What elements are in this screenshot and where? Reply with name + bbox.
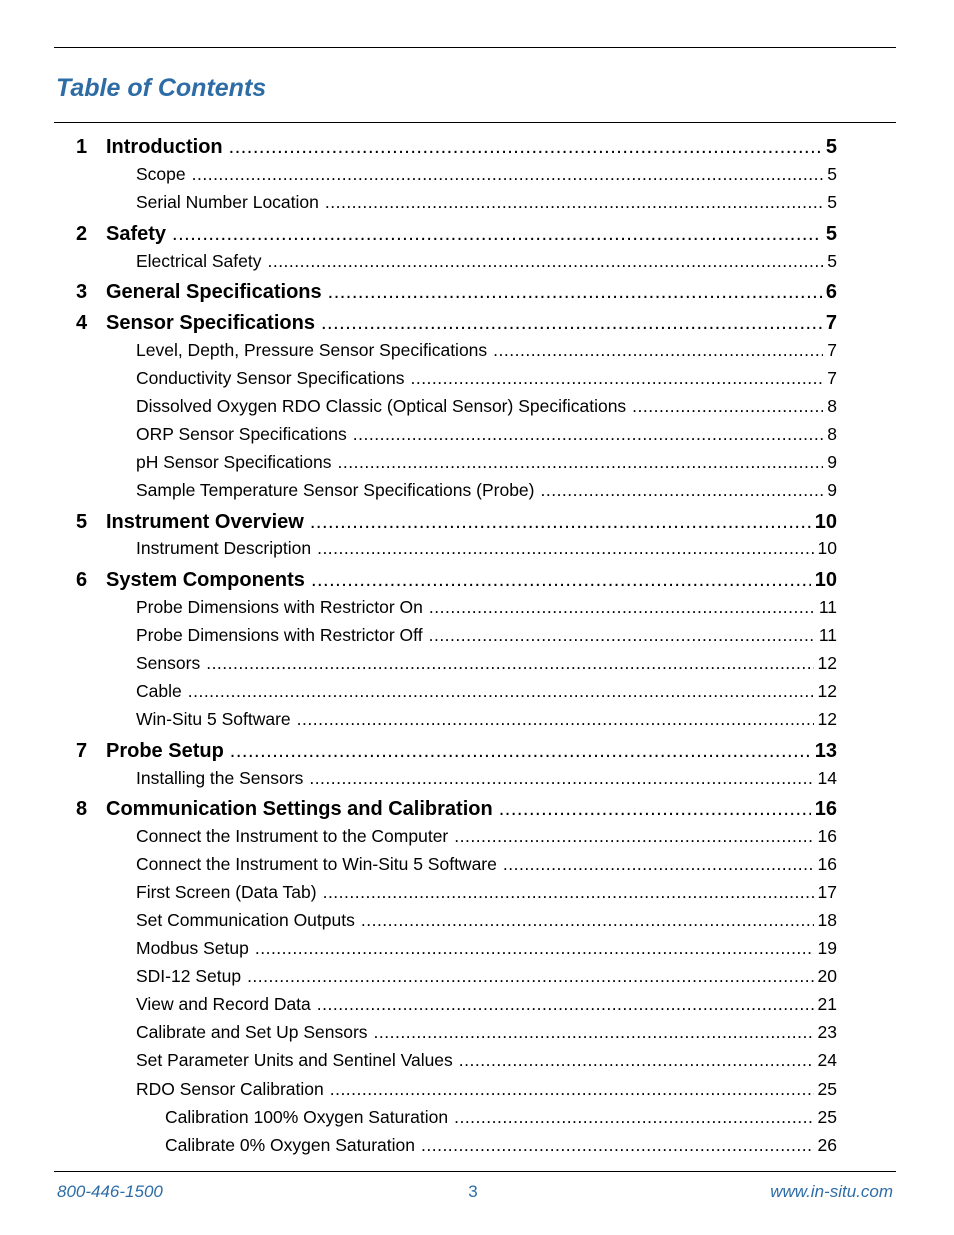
toc-entry-label: Instrument Overview — [106, 511, 304, 533]
toc-chapter-number: 6 — [76, 569, 88, 591]
toc-entry-label: Safety — [106, 223, 167, 245]
toc-page-number: 14 — [817, 768, 837, 788]
toc-entry-label: Connect the Instrument to Win-Situ 5 Software — [136, 854, 497, 874]
toc-dot-leader — [310, 512, 811, 532]
toc-dot-leader — [323, 884, 814, 902]
toc-entry-label: SDI-12 Setup — [136, 966, 242, 986]
toc-dot-leader — [317, 540, 813, 558]
toc-page-number: 9 — [827, 480, 837, 500]
toc-page-number: 12 — [817, 653, 837, 673]
toc-dot-leader — [429, 599, 815, 617]
footer-website[interactable]: www.in-situ.com — [770, 1182, 893, 1201]
toc-chapter[interactable] — [76, 137, 837, 157]
toc-page-number: 8 — [827, 424, 837, 444]
toc-page-number: 11 — [818, 597, 837, 617]
toc-section[interactable] — [136, 426, 837, 444]
footer-phone: 800-446-1500 — [57, 1182, 163, 1201]
toc-chapter[interactable] — [76, 512, 837, 532]
toc-section[interactable] — [136, 482, 837, 500]
toc-entry-label: Dissolved Oxygen RDO Classic (Optical Sensor) Specifications — [136, 396, 627, 416]
toc-dot-leader — [459, 1052, 814, 1070]
toc-section[interactable] — [136, 540, 837, 558]
toc-page-number: 7 — [827, 368, 837, 388]
toc-page-number: 25 — [817, 1079, 837, 1099]
toc-chapter[interactable] — [76, 799, 837, 819]
toc-dot-leader — [493, 342, 823, 360]
toc-entry-label: Communication Settings and Calibration — [106, 798, 493, 820]
toc-page-number: 20 — [817, 966, 837, 986]
toc-entry-label: Probe Setup — [106, 740, 224, 762]
toc-section[interactable] — [136, 912, 837, 930]
footer-page-number: 3 — [468, 1182, 478, 1201]
toc-entry-label: Sample Temperature Sensor Specifications (Probe) — [136, 480, 535, 500]
toc-chapter-number: 4 — [76, 312, 88, 334]
toc-dot-leader — [172, 224, 822, 244]
toc-section[interactable] — [136, 828, 837, 846]
toc-entry-label: RDO Sensor Calibration — [136, 1079, 324, 1099]
toc-chapter-number: 3 — [76, 281, 88, 303]
toc-entry-label: Installing the Sensors — [136, 768, 304, 788]
toc-dot-leader — [255, 940, 814, 958]
toc-entry-label: Set Parameter Units and Sentinel Values — [136, 1050, 453, 1070]
toc-section[interactable] — [136, 398, 837, 416]
toc-page-number: 26 — [817, 1135, 837, 1155]
toc-entry-label: Electrical Safety — [136, 251, 262, 271]
toc-dot-leader — [454, 828, 813, 846]
toc-page-number: 5 — [827, 164, 837, 184]
toc-page-number: 13 — [814, 740, 837, 762]
toc-chapter-number: 5 — [76, 511, 88, 533]
toc-page-number: 12 — [817, 709, 837, 729]
toc-page-number: 5 — [827, 192, 837, 212]
toc-page-number: 18 — [817, 910, 837, 930]
toc-chapter[interactable] — [76, 570, 837, 590]
toc-entry-label: pH Sensor Specifications — [136, 452, 332, 472]
toc-section[interactable] — [136, 627, 837, 645]
toc-section[interactable] — [136, 655, 837, 673]
toc-dot-leader — [374, 1024, 814, 1042]
toc-page-number: 10 — [817, 538, 837, 558]
toc-dot-leader — [317, 996, 814, 1014]
toc-section[interactable] — [136, 166, 837, 184]
toc-dot-leader — [499, 799, 811, 819]
toc-section[interactable] — [136, 1081, 837, 1099]
toc-dot-leader — [632, 398, 823, 416]
page-title: Table of Contents — [56, 74, 267, 102]
toc-dot-leader — [247, 968, 813, 986]
toc-section[interactable] — [136, 253, 837, 271]
toc-page-number: 16 — [817, 826, 837, 846]
toc-chapter-number: 1 — [76, 136, 88, 158]
toc-page-number: 8 — [827, 396, 837, 416]
toc-section[interactable] — [136, 884, 837, 902]
toc-section[interactable] — [136, 1052, 837, 1070]
toc-dot-leader — [503, 856, 814, 874]
toc-dot-leader — [325, 194, 823, 212]
toc-dot-leader — [454, 1109, 813, 1127]
toc-page-number: 16 — [814, 798, 837, 820]
toc-section[interactable] — [136, 770, 837, 788]
toc-entry-label: Scope — [136, 164, 186, 184]
toc-entry-label: Level, Depth, Pressure Sensor Specifications — [136, 340, 488, 360]
toc-dot-leader — [330, 1081, 814, 1099]
toc-section[interactable] — [136, 370, 837, 388]
toc-page-number: 16 — [817, 854, 837, 874]
toc-dot-leader — [267, 253, 823, 271]
toc-entry-label: First Screen (Data Tab) — [136, 882, 317, 902]
toc-entry-label: Win-Situ 5 Software — [136, 709, 291, 729]
toc-page-number: 6 — [825, 281, 837, 303]
toc-page-number: 21 — [817, 994, 837, 1014]
toc-page-number: 24 — [817, 1050, 837, 1070]
toc-page-number: 10 — [814, 569, 837, 591]
toc-entry-label: Conductivity Sensor Specifications — [136, 368, 405, 388]
toc-entry-label: View and Record Data — [136, 994, 311, 1014]
toc-page-number: 17 — [817, 882, 837, 902]
toc-section[interactable] — [136, 194, 837, 212]
toc-page-number: 10 — [814, 511, 837, 533]
toc-page-number: 7 — [827, 340, 837, 360]
toc-page-number: 11 — [818, 625, 837, 645]
toc-entry-label: Connect the Instrument to the Computer — [136, 826, 449, 846]
toc-entry-label: Probe Dimensions with Restrictor Off — [136, 625, 423, 645]
toc-section[interactable] — [165, 1109, 837, 1127]
toc-page-number: 5 — [825, 223, 837, 245]
toc-page-number: 5 — [825, 136, 837, 158]
toc-dot-leader — [361, 912, 814, 930]
toc-chapter-number: 2 — [76, 223, 88, 245]
toc-dot-leader — [328, 282, 822, 302]
toc-dot-leader — [540, 482, 823, 500]
toc-section[interactable] — [136, 996, 837, 1014]
toc-dot-leader — [410, 370, 823, 388]
toc-section[interactable] — [136, 856, 837, 874]
toc-dot-leader — [429, 627, 815, 645]
toc-page-number: 5 — [827, 251, 837, 271]
toc-page-number: 23 — [817, 1022, 837, 1042]
toc-dot-leader — [309, 770, 813, 788]
toc-dot-leader — [421, 1137, 814, 1155]
toc-entry-label: Modbus Setup — [136, 938, 249, 958]
toc-chapter-number: 7 — [76, 740, 88, 762]
toc-dot-leader — [229, 137, 822, 157]
toc-entry-label: Serial Number Location — [136, 192, 319, 212]
toc-page-number: 19 — [817, 938, 837, 958]
toc-page-number: 25 — [817, 1107, 837, 1127]
toc-dot-leader — [192, 166, 824, 184]
toc-section[interactable] — [136, 968, 837, 986]
toc-entry-label: General Specifications — [106, 281, 322, 303]
toc-page-number: 12 — [817, 681, 837, 701]
toc-chapter-number: 8 — [76, 798, 88, 820]
toc-entry-label: Set Communication Outputs — [136, 910, 355, 930]
toc-entry-label: Calibrate and Set Up Sensors — [136, 1022, 368, 1042]
toc-dot-leader — [188, 683, 814, 701]
toc-entry-label: Calibrate 0% Oxygen Saturation — [165, 1135, 415, 1155]
toc-chapter[interactable] — [76, 282, 837, 302]
toc-chapter[interactable] — [76, 224, 837, 244]
toc-entry-label: Sensor Specifications — [106, 312, 315, 334]
toc-entry-label: Cable — [136, 681, 182, 701]
toc-page-number: 7 — [825, 312, 837, 334]
toc-dot-leader — [311, 570, 811, 590]
toc-chapter[interactable] — [76, 313, 837, 333]
toc-section[interactable] — [136, 454, 837, 472]
toc-entry-label: Calibration 100% Oxygen Saturation — [165, 1107, 449, 1127]
toc-dot-leader — [321, 313, 822, 333]
toc-entry-label: Instrument Description — [136, 538, 312, 558]
footer-rule — [54, 1171, 896, 1172]
toc-dot-leader — [297, 711, 814, 729]
toc-section[interactable] — [165, 1137, 837, 1155]
toc-entry-label: Sensors — [136, 653, 201, 673]
toc-dot-leader — [338, 454, 824, 472]
toc-entry-label: ORP Sensor Specifications — [136, 424, 347, 444]
toc-page-number: 9 — [827, 452, 837, 472]
toc-chapter[interactable] — [76, 741, 837, 761]
toc-dot-leader — [206, 655, 813, 673]
toc-entry-label: Probe Dimensions with Restrictor On — [136, 597, 423, 617]
toc-section[interactable] — [136, 599, 837, 617]
toc-section[interactable] — [136, 1024, 837, 1042]
toc-entry-label: System Components — [106, 569, 305, 591]
toc-section[interactable] — [136, 683, 837, 701]
toc-section[interactable] — [136, 342, 837, 360]
toc-section[interactable] — [136, 940, 837, 958]
toc-dot-leader — [353, 426, 824, 444]
toc-entry-label: Introduction — [106, 136, 223, 158]
toc-dot-leader — [230, 741, 811, 761]
toc-section[interactable] — [136, 711, 837, 729]
